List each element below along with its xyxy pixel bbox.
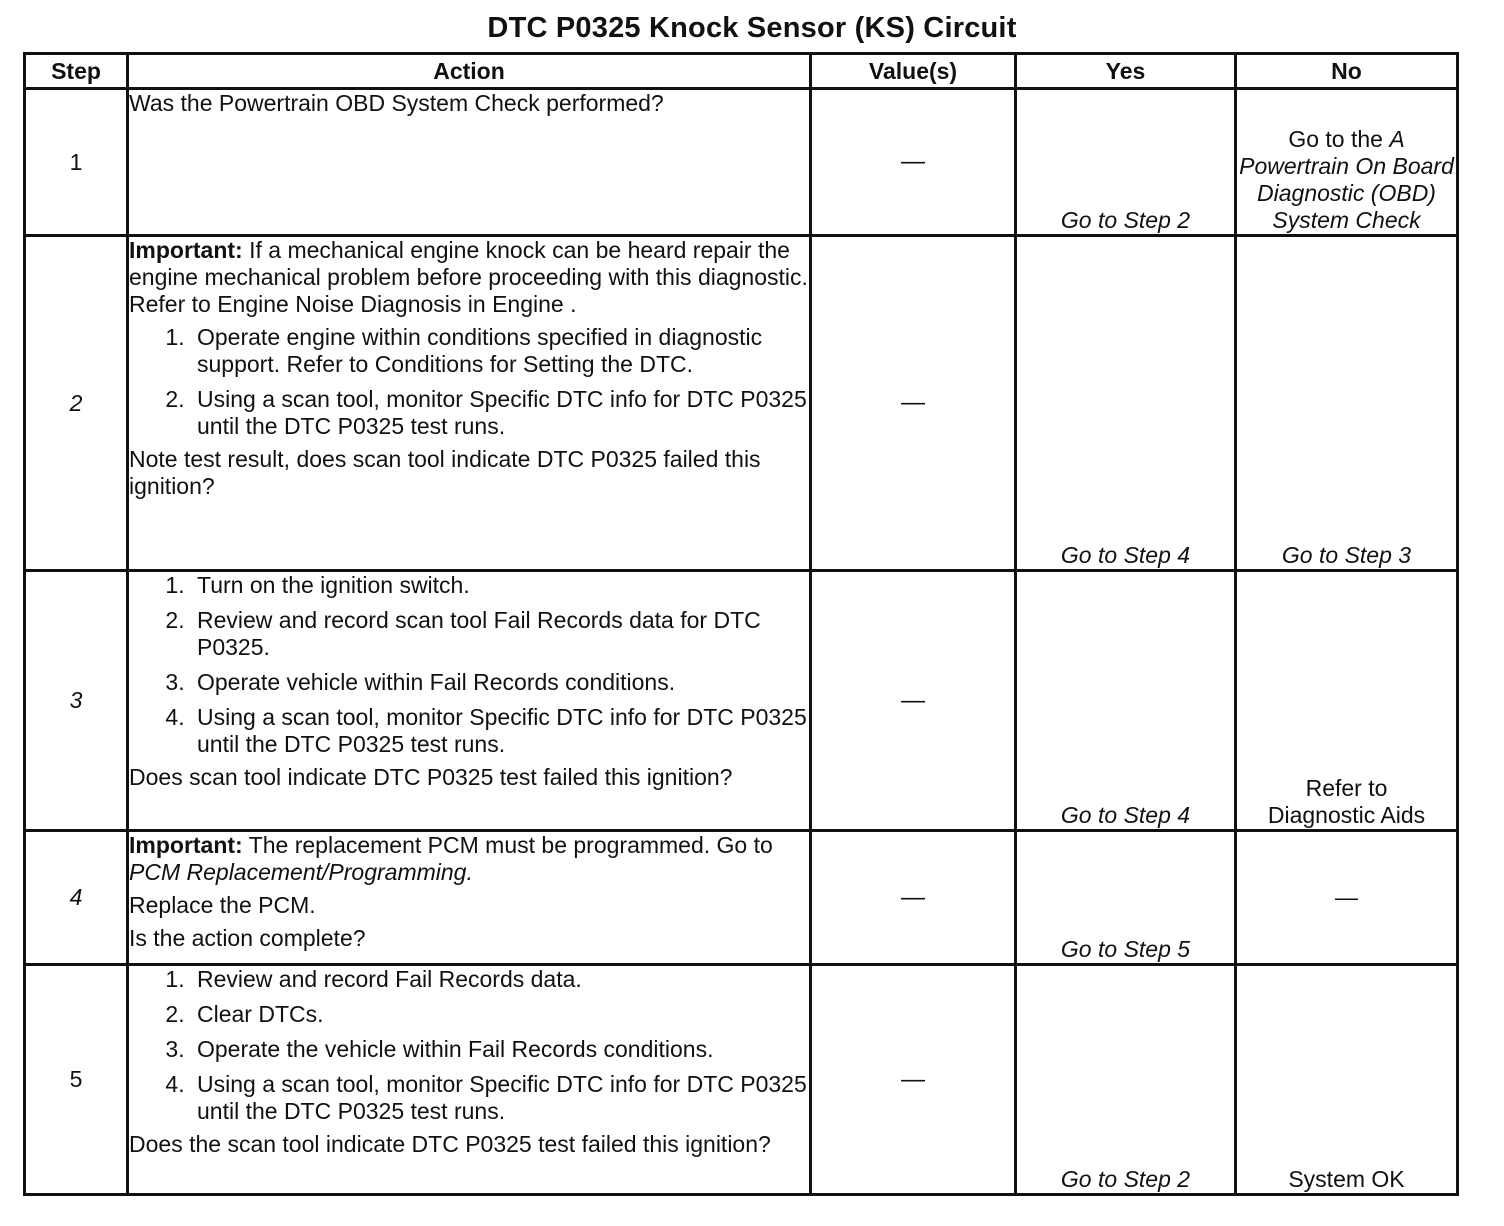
important-text: The replacement PCM must be programmed. Go to (242, 832, 773, 858)
list-item: 2. Review and record scan tool Fail Records data for DTC P0325. (191, 607, 809, 661)
action-cell (128, 571, 811, 831)
action-question: Is the action complete? (129, 925, 366, 951)
list-item: 4. Using a scan tool, monitor Specific DTC info for DTC P0325 until the DTC P0325 test runs. (191, 704, 809, 758)
step-number: 1 (25, 89, 128, 236)
value-cell: — (811, 965, 1016, 1195)
list-item: 4. Using a scan tool, monitor Specific DTC info for DTC P0325 until the DTC P0325 test runs. (191, 1071, 809, 1125)
yes-cell: Go to Step 2 (1016, 965, 1236, 1195)
procedure-list (129, 966, 809, 1125)
no-cell: Go to Step 3 (1236, 236, 1458, 571)
list-item: 1. Turn on the ignition switch. (191, 572, 809, 599)
action-question: Note test result, does scan tool indicate DTC P0325 failed this ignition? (129, 446, 761, 499)
header-action: Action (128, 54, 811, 89)
action-question: Was the Powertrain OBD System Check performed? (129, 90, 664, 116)
important-label: Important: (129, 237, 243, 263)
value-cell: — (811, 831, 1016, 965)
table-row-step-4 (25, 831, 1458, 965)
action-cell (128, 965, 811, 1195)
value-cell: — (811, 571, 1016, 831)
procedure-list (129, 572, 809, 758)
important-text: If a mechanical engine knock can be heard repair the engine mechanical problem before proceeding with this diagnostic. Refer to Engine Noise Diagnosis in Engine . (129, 237, 808, 317)
step-number: 2 (25, 236, 128, 571)
yes-cell: Go to Step 4 (1016, 236, 1236, 571)
important-note (129, 237, 809, 318)
no-line-2: Diagnostic Aids (1267, 802, 1426, 828)
header-yes: Yes (1016, 54, 1236, 89)
action-question: Does the scan tool indicate DTC P0325 test failed this ignition? (129, 1131, 771, 1157)
step-number: 5 (25, 965, 128, 1195)
action-cell (128, 89, 811, 236)
header-no: No (1236, 54, 1458, 89)
yes-cell: Go to Step 2 (1016, 89, 1236, 236)
list-item: 1. Operate engine within conditions specified in diagnostic support. Refer to Conditions for Setting the DTC. (191, 324, 809, 378)
no-line-1: Refer to (1305, 775, 1388, 801)
no-cell: System OK (1236, 965, 1458, 1195)
no-cell (1236, 89, 1458, 236)
header-value: Value(s) (811, 54, 1016, 89)
yes-cell: Go to Step 4 (1016, 571, 1236, 831)
no-link-obd-check: A Powertrain On Board Diagnostic (OBD) System Check (1239, 126, 1454, 233)
no-prefix: Go to the (1288, 126, 1390, 152)
yes-cell: Go to Step 5 (1016, 831, 1236, 965)
action-question: Does scan tool indicate DTC P0325 test failed this ignition? (129, 764, 733, 790)
value-cell: — (811, 236, 1016, 571)
important-label: Important: (129, 832, 243, 858)
step-number: 3 (25, 571, 128, 831)
step-number: 4 (25, 831, 128, 965)
list-item: 3. Operate vehicle within Fail Records conditions. (191, 669, 809, 696)
important-note (129, 832, 809, 886)
value-cell: — (811, 89, 1016, 236)
table-row-step-5 (25, 965, 1458, 1195)
list-item: 1. Review and record Fail Records data. (191, 966, 809, 993)
no-cell (1236, 571, 1458, 831)
header-step: Step (25, 54, 128, 89)
procedure-list (129, 324, 809, 440)
page-title: DTC P0325 Knock Sensor (KS) Circuit (487, 12, 1017, 44)
diagnostic-table (23, 52, 1459, 1196)
action-cell (128, 831, 811, 965)
action-cell (128, 236, 811, 571)
table-row-step-1 (25, 89, 1458, 236)
action-line: Replace the PCM. (129, 892, 316, 918)
table-row-step-3 (25, 571, 1458, 831)
list-item: 2. Clear DTCs. (191, 1001, 809, 1028)
header-row (25, 54, 1458, 89)
list-item: 2. Using a scan tool, monitor Specific DTC info for DTC P0325 until the DTC P0325 test runs. (191, 386, 809, 440)
pcm-programming-reference: PCM Replacement/Programming. (129, 859, 473, 885)
table-row-step-2 (25, 236, 1458, 571)
list-item: 3. Operate the vehicle within Fail Records conditions. (191, 1036, 809, 1063)
no-cell: — (1236, 831, 1458, 965)
